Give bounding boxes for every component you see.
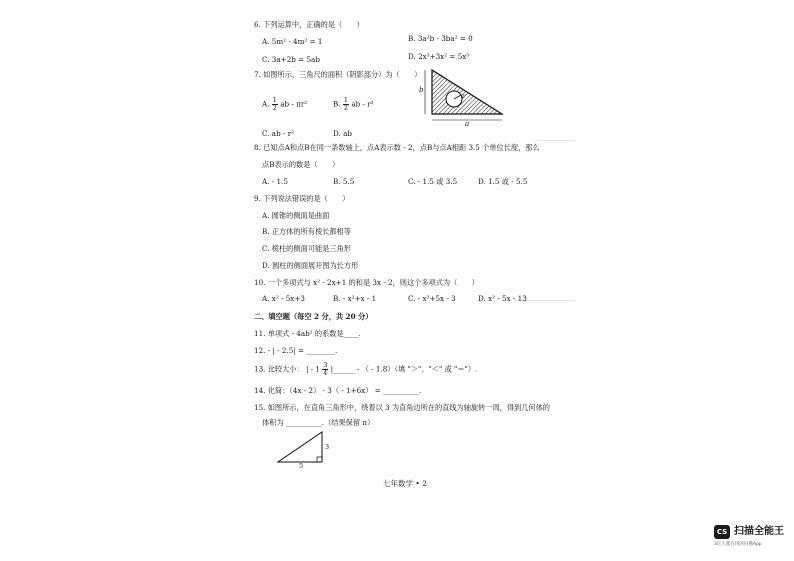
q6-option-a[interactable]: A. 5m² - 4m² = 1 (262, 37, 323, 46)
q7-a-denominator: 2 (272, 104, 277, 112)
q13-text-start: 13. 比较大小： | - 1 (254, 364, 320, 374)
q7-triangle-ruler-figure (418, 62, 518, 126)
section-fill-in-title: 二、填空题（每空 2 分，共 20 分） (254, 312, 373, 321)
q8-option-d[interactable]: D. 1.5 或 - 5.5 (478, 177, 528, 186)
q10-option-a[interactable]: A. x² - 5x+3 (262, 294, 305, 303)
q7-fig-label-a: a (465, 119, 470, 128)
q15-fig-base-label: 5 (299, 462, 304, 470)
q7-option-c[interactable]: C. ab - r² (262, 129, 295, 138)
brand-name: 扫描全能王 (734, 526, 784, 537)
q7-fig-label-b: b (419, 85, 424, 94)
q12-text: 12. - | - 2.5| = ________. (254, 346, 338, 355)
q7-option-b-label: B. (333, 99, 341, 109)
q15-fig-side-label: 3 (325, 443, 330, 451)
q7-option-a-label: A. (262, 99, 270, 109)
q10-option-d[interactable]: D. x² - 5x - 13 (478, 294, 527, 303)
q6-option-d[interactable]: D. 2x³+3x² = 5x⁵ (408, 52, 470, 61)
q7-option-b-tail: ab - r² (351, 99, 374, 109)
q9-option-a[interactable]: A. 圆锥的侧面是曲面 (262, 211, 330, 220)
q7-option-b-fraction (343, 97, 349, 112)
page-footer: 七年数学 • 2 (383, 479, 427, 488)
brand-tagline: 3亿人都在用的扫描App (714, 542, 762, 547)
q13-fraction (322, 362, 328, 377)
q6-option-c[interactable]: C. 3a+2b = 5ab (262, 55, 320, 64)
q7-a-numerator: 1 (272, 96, 277, 104)
q8-stem-line2: 点B表示的数是（ ） (262, 160, 340, 169)
q7-stem: 7. 如图所示，三角尺的面积（阴影部分）为（ ） (254, 70, 422, 79)
q8-option-c[interactable]: C. - 1.5 或 3.5 (408, 177, 458, 186)
q8-option-a[interactable]: A. - 1.5 (262, 177, 288, 186)
q13-denominator: 4 (323, 369, 328, 377)
q15-text-line2: 体积为 __________.（结果保留 π） (262, 418, 375, 427)
q9-option-b[interactable]: B. 正方体的所有棱长都相等 (262, 227, 351, 236)
q13-text (254, 362, 477, 377)
q7-option-b[interactable] (333, 97, 374, 112)
q7-option-d[interactable]: D. ab (333, 129, 352, 138)
q11-text: 11. 单项式 - 4ab² 的系数是____. (254, 329, 361, 338)
q6-option-b[interactable]: B. 3a²b - 3ba² = 0 (408, 34, 473, 43)
q7-option-a-tail: ab - πr² (280, 99, 308, 109)
q6-stem: 6. 下列运算中，正确的是（ ） (254, 20, 364, 29)
q10-option-c[interactable]: C. - x²+5x - 3 (408, 294, 456, 303)
q7-b-numerator: 1 (343, 96, 349, 104)
q13-text-end: |______ - （ - 1.8）（填 "＞"、"＜" 或 "＝"）. (330, 364, 478, 374)
q7-option-a[interactable] (262, 97, 307, 112)
q9-stem: 9. 下列说法错误的是（ ） (254, 194, 350, 203)
q7-option-a-fraction (272, 97, 278, 112)
q15-text-line1: 15. 如图所示，在直角三角形中，绕着以 3 为直角边所在的直线为轴旋转一周，得到几何体的 (254, 403, 550, 412)
q9-option-d[interactable]: D. 圆柱的侧面展开图为长方形 (262, 261, 359, 270)
scan-smudge (535, 140, 575, 141)
q7-b-denominator: 2 (343, 104, 349, 112)
q7-fig-label-r: r (462, 93, 465, 100)
q10-stem: 10. 一个多项式与 x² - 2x+1 的和是 3x - 2，则这个多项式为（ ） (254, 278, 479, 287)
q8-stem: 8. 已知点A和点B在同一条数轴上，点A表示数 - 2，点B与点A相距 3.5 个单位长度，那么 (254, 143, 540, 152)
q13-numerator: 3 (323, 361, 328, 369)
camscanner-logo-icon: CS (714, 525, 730, 539)
q9-option-c[interactable]: C. 棱柱的侧面可能是三角形 (262, 244, 351, 253)
q8-option-b[interactable]: B. 5.5 (333, 177, 355, 186)
q14-text: 14. 化简：（4x - 2） - 3（ - 1+6x） = __________. (254, 386, 422, 395)
q10-option-b[interactable]: B. - x²+x - 1 (333, 294, 377, 303)
